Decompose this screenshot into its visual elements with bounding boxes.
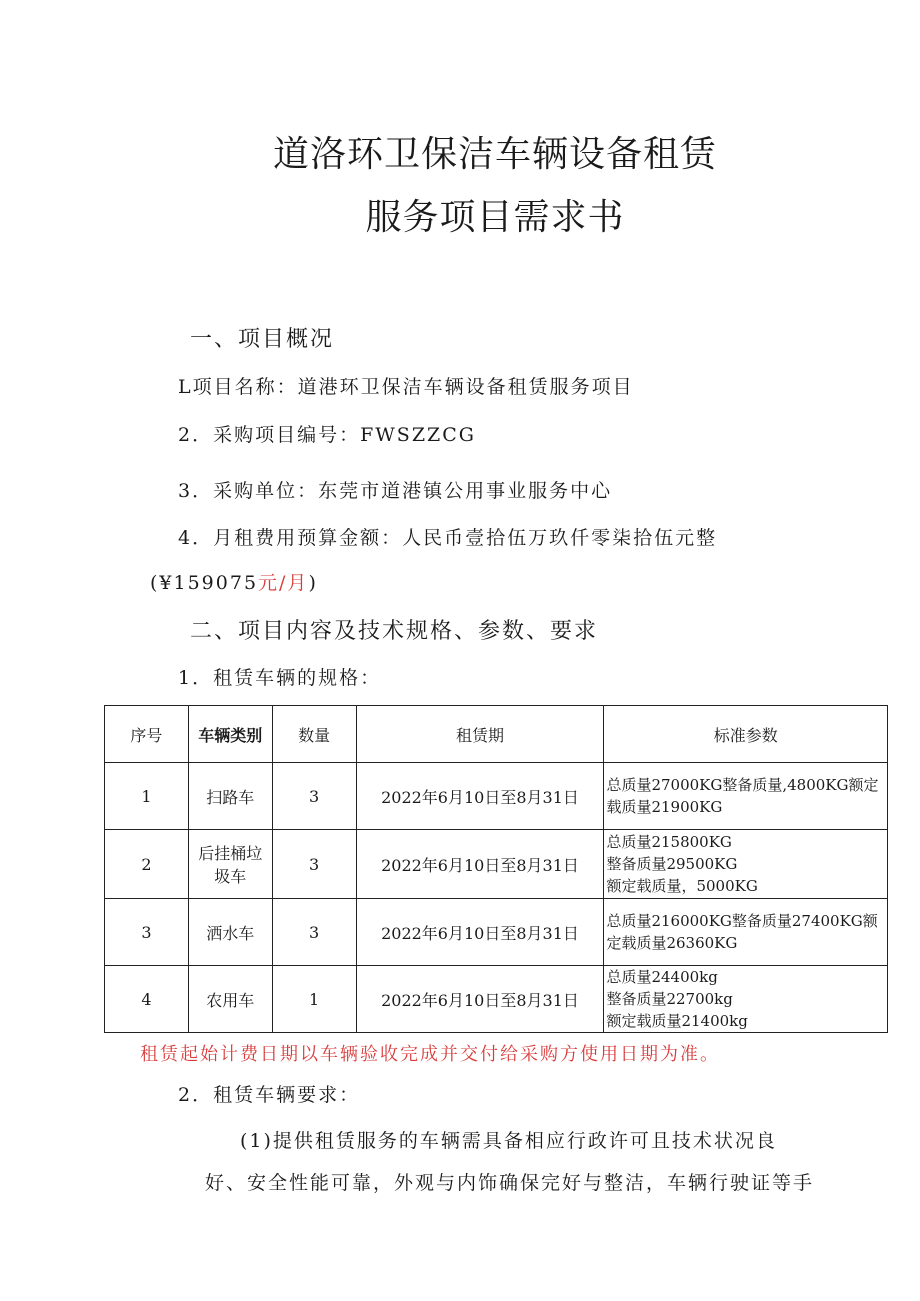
budget-unit: 元/月 bbox=[258, 572, 309, 594]
cell-qty: 3 bbox=[272, 763, 356, 830]
vehicle-table bbox=[104, 705, 888, 1033]
cell-params: 总质量24400kg 整备质量22700kg 额定载质量21400kg bbox=[604, 966, 888, 1033]
section2-heading: 二、项目内容及技术规格、参数、要求 bbox=[190, 619, 599, 644]
header-vehicle-type: 车辆类别 bbox=[188, 706, 272, 763]
cell-no: 4 bbox=[105, 966, 189, 1033]
cell-params: 总质量215800KG 整备质量29500KG 额定载质量，5000KG bbox=[604, 830, 888, 899]
cell-period: 2022年6月10日至8月31日 bbox=[356, 966, 604, 1033]
item-budget-amount bbox=[150, 568, 318, 595]
header-quantity: 数量 bbox=[272, 706, 356, 763]
document-title-line2: 服务项目需求书 bbox=[365, 197, 625, 238]
cell-qty: 3 bbox=[272, 830, 356, 899]
section1-heading: 一、项目概况 bbox=[190, 327, 335, 352]
lease-start-note: 租赁起始计费日期以车辆验收完成并交付给采购方使用日期为准。 bbox=[140, 1044, 720, 1065]
budget-close-paren: ) bbox=[308, 572, 318, 594]
cell-type: 扫路车 bbox=[188, 763, 272, 830]
budget-amount-value: (¥159075 bbox=[150, 572, 259, 594]
item-budget: 4．月租费用预算金额：人民币壹拾伍万玖仟零柒拾伍元整 bbox=[178, 527, 718, 549]
cell-no: 2 bbox=[105, 830, 189, 899]
sub-vehicle-requirements: 2．租赁车辆要求： bbox=[178, 1084, 361, 1106]
cell-no: 3 bbox=[105, 899, 189, 966]
item-purchaser: 3．采购单位：东莞市道港镇公用事业服务中心 bbox=[178, 480, 613, 502]
cell-type: 后挂桶垃圾车 bbox=[188, 830, 272, 899]
table-row bbox=[105, 966, 888, 1033]
table-row bbox=[105, 763, 888, 830]
cell-params: 总质量27000KG整备质量,4800KG额定载质量21900KG bbox=[604, 763, 888, 830]
cell-type: 洒水车 bbox=[188, 899, 272, 966]
table-row bbox=[105, 830, 888, 899]
cell-params: 总质量216000KG整备质量27400KG额定载质量26360KG bbox=[604, 899, 888, 966]
cell-period: 2022年6月10日至8月31日 bbox=[356, 830, 604, 899]
requirement-para-line1: (1)提供租赁服务的车辆需具备相应行政许可且技术状况良 bbox=[240, 1130, 777, 1152]
cell-period: 2022年6月10日至8月31日 bbox=[356, 899, 604, 966]
header-no: 序号 bbox=[105, 706, 189, 763]
cell-qty: 1 bbox=[272, 966, 356, 1033]
cell-qty: 3 bbox=[272, 899, 356, 966]
sub-vehicle-specs: 1．租赁车辆的规格： bbox=[178, 667, 382, 689]
cell-type: 农用车 bbox=[188, 966, 272, 1033]
header-lease-period: 租赁期 bbox=[356, 706, 604, 763]
cell-no: 1 bbox=[105, 763, 189, 830]
item-project-name: L项目名称：道港环卫保洁车辆设备租赁服务项目 bbox=[178, 376, 634, 398]
table-row bbox=[105, 899, 888, 966]
requirement-para-line2: 好、安全性能可靠，外观与内饰确保完好与整洁，车辆行驶证等手 bbox=[205, 1172, 815, 1194]
document-title-line1: 道洛环卫保洁车辆设备租赁 bbox=[272, 134, 717, 175]
item-project-number: 2．采购项目编号：FWSZZCG bbox=[178, 424, 476, 446]
cell-period: 2022年6月10日至8月31日 bbox=[356, 763, 604, 830]
table-header-row bbox=[105, 706, 888, 763]
header-parameters: 标准参数 bbox=[604, 706, 888, 763]
